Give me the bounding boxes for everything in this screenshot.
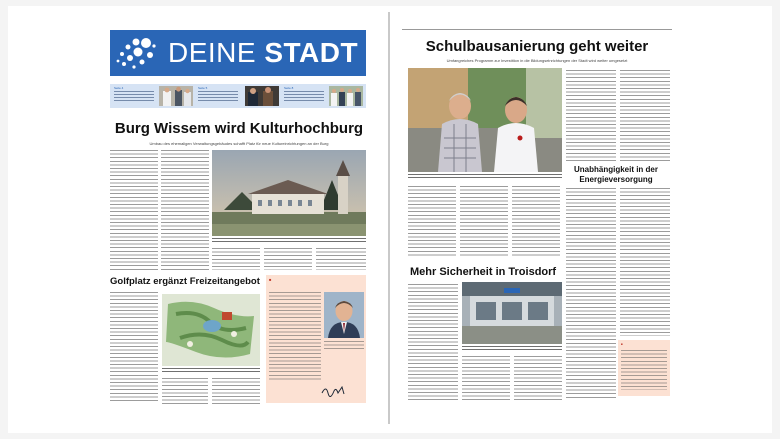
article-column <box>110 150 158 270</box>
teaser-strip <box>110 84 366 108</box>
article-column <box>408 186 456 258</box>
article-column <box>212 248 260 270</box>
signature <box>320 383 346 397</box>
article-column <box>162 378 208 404</box>
article-column <box>316 248 366 270</box>
photo-caption <box>162 368 260 374</box>
photo-caption <box>408 174 562 180</box>
article-column <box>512 186 560 258</box>
article-column <box>161 150 209 270</box>
station-photo <box>462 282 562 344</box>
teaser-3[interactable] <box>282 85 364 107</box>
teaser-photo <box>159 86 193 106</box>
castle-photo <box>212 150 366 236</box>
teaser-1[interactable] <box>112 85 194 107</box>
two-men-photo <box>408 68 562 172</box>
header-rule <box>402 29 672 30</box>
note-text <box>621 350 667 390</box>
teaser-label: Seite 8 <box>284 86 294 90</box>
page-header <box>402 24 672 28</box>
note-box-label: ■ <box>621 342 623 346</box>
teaser-photo <box>329 86 363 106</box>
teaser-label: Seite 5 <box>198 86 208 90</box>
teaser-photo <box>245 86 279 106</box>
teaser-text <box>114 91 154 103</box>
article-column <box>110 292 158 402</box>
school-headline: Schulbausanierung geht weiter <box>425 38 649 55</box>
teaser-text <box>284 91 324 103</box>
photo-caption <box>212 238 366 244</box>
teaser-2[interactable] <box>196 85 280 107</box>
info-note-box <box>618 340 670 396</box>
front-page <box>104 22 372 408</box>
golf-course-map <box>162 294 260 366</box>
article-column <box>408 284 458 402</box>
teaser-label: Seite 4 <box>114 86 124 90</box>
article-column <box>620 188 670 336</box>
teaser-text <box>198 91 238 103</box>
article-column <box>460 186 508 258</box>
masthead-title <box>168 39 358 67</box>
article-column <box>264 248 312 270</box>
school-deck: Umfangreiches Programm zur Investition in die Bildungseinrichtungen der Stadt wird weiter umgesetzt <box>446 58 628 63</box>
mayor-portrait <box>324 292 364 338</box>
editorial-text <box>269 292 321 380</box>
energy-headline: Unabhängigkeit in der Energieversorgung <box>573 165 658 184</box>
photo-caption <box>462 346 562 352</box>
masthead-title-deine: DEINE <box>168 37 257 68</box>
article-column <box>514 356 562 402</box>
article-column <box>462 356 510 402</box>
inner-page <box>402 22 672 408</box>
article-column <box>620 70 670 162</box>
article-column <box>566 70 616 162</box>
masthead-title-stadt: STADT <box>264 37 359 68</box>
portrait-caption <box>324 341 364 351</box>
article-column <box>212 378 260 404</box>
golf-headline: Golfplatz ergänzt Freizeitangebot <box>110 276 260 287</box>
page-gutter <box>388 12 390 424</box>
editorial-box <box>266 275 366 403</box>
security-headline: Mehr Sicherheit in Troisdorf <box>410 266 557 278</box>
info-box-label: ■ <box>269 277 272 282</box>
lead-deck: Umbau des ehemaligen Verwaltungsgebäudes schafft Platz für neue Kultureinrichtungen an der Burg <box>149 141 329 146</box>
dots-logo-icon <box>114 33 160 73</box>
lead-headline: Burg Wissem wird Kulturhochburg <box>114 120 364 137</box>
article-column <box>566 188 616 398</box>
masthead <box>110 30 366 76</box>
